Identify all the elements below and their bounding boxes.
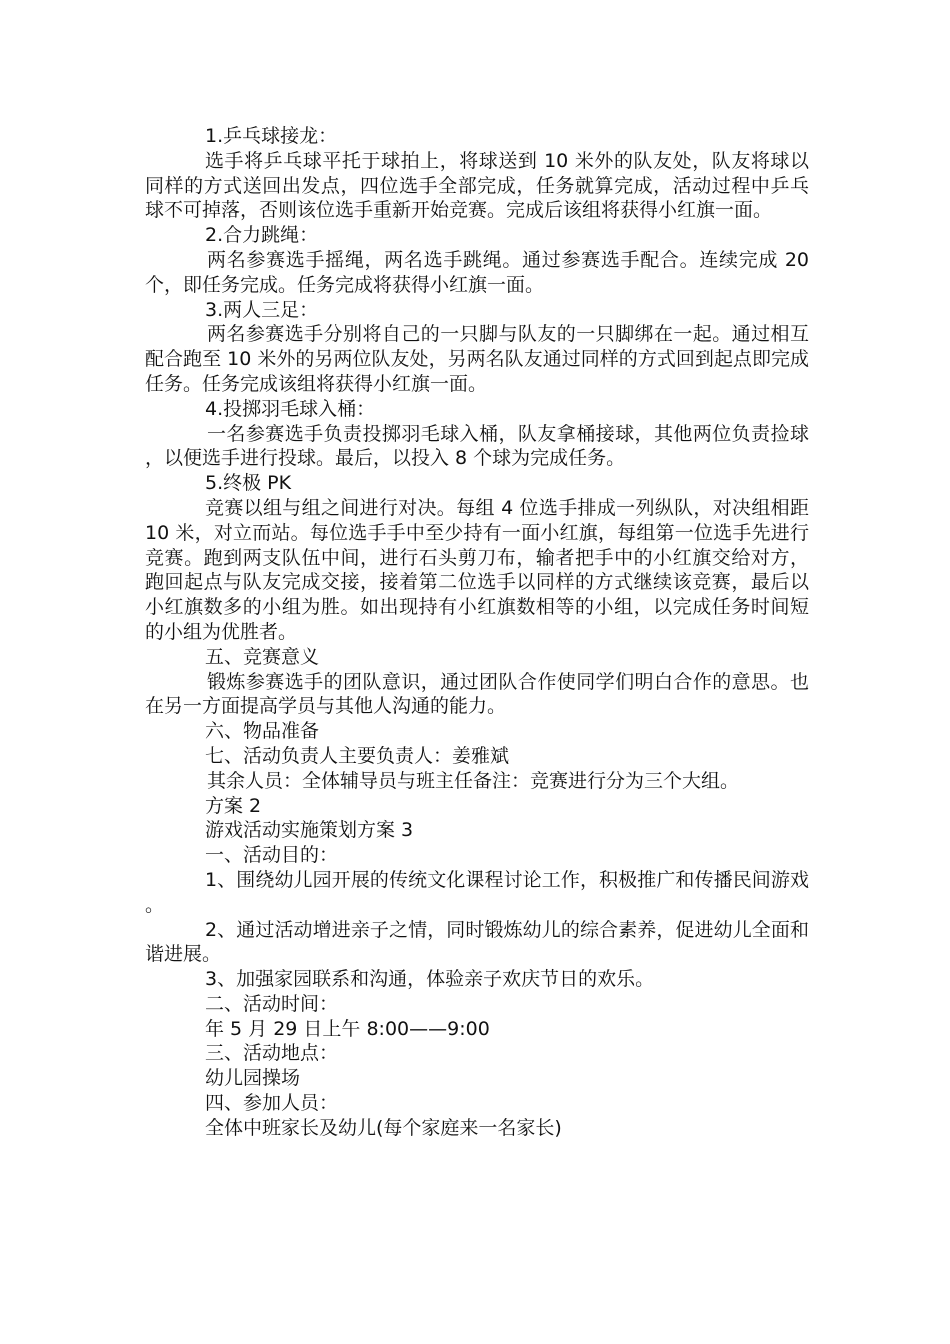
paragraph-activity-location: 幼儿园操场 — [205, 1067, 301, 1090]
paragraph-shuttlecock-rules: 一名参赛选手负责投掷羽毛球入桶，队友拿桶接球，其他两位负责捡球，以便选手进行投球。最后，以投入 8 个球为完成任务。 — [145, 422, 809, 470]
paragraph-activity-time: 年 5 月 29 日上午 8:00——9:00 — [205, 1017, 490, 1040]
heading-jump-rope: 2.合力跳绳： — [205, 224, 319, 247]
heading-activity-purpose: 一、活动目的： — [205, 844, 339, 867]
heading-activity-time: 二、活动时间： — [205, 992, 339, 1015]
paragraph-other-staff: 其余人员：全体辅导员与班主任备注：竞赛进行分为三个大组。 — [207, 769, 740, 792]
heading-plan-2: 方案 2 — [205, 794, 262, 817]
heading-participants: 四、参加人员： — [205, 1092, 339, 1115]
heading-supplies: 六、物品准备 — [205, 720, 320, 743]
paragraph-three-legged-rules: 两名参赛选手分别将自己的一只脚与队友的一只脚绑在一起。通过相互配合跑至 10 米外的另两位队友处，另两名队友通过同样的方式回到起点即完成任务。任务完成该组将获得小红旗一面。 — [145, 323, 809, 395]
paragraph-competition-meaning: 锻炼参赛选手的团队意识，通过团队合作使同学们明白合作的意思。也在另一方面提高学员与其他人沟通的能力。 — [145, 670, 809, 718]
heading-three-legged: 3.两人三足： — [205, 298, 319, 321]
heading-pingpong-relay: 1.乒乓球接龙： — [205, 125, 338, 147]
heading-plan-3-title: 游戏活动实施策划方案 3 — [205, 819, 414, 842]
heading-activity-location: 三、活动地点： — [205, 1042, 339, 1065]
paragraph-participants: 全体中班家长及幼儿(每个家庭来一名家长) — [205, 1116, 562, 1139]
paragraph-purpose-3: 3、加强家园联系和沟通，体验亲子欢庆节日的欢乐。 — [205, 968, 655, 991]
paragraph-purpose-1: 1、围绕幼儿园开展的传统文化课程讨论工作，积极推广和传播民间游戏。 — [145, 868, 809, 916]
paragraph-purpose-2: 2、通过活动增进亲子之情，同时锻炼幼儿的综合素养，促进幼儿全面和谐进展。 — [145, 918, 809, 966]
heading-person-in-charge: 七、活动负责人主要负责人：姜雅斌 — [205, 744, 510, 767]
paragraph-pingpong-rules: 选手将乒乓球平托于球拍上，将球送到 10 米外的队友处，队友将球以同样的方式送回出发点，四位选手全部完成，任务就算完成，活动过程中乒乓球不可掉落，否则该位选手重新开始竞赛。完成后该组将获得小红旗一面。 — [145, 149, 809, 222]
heading-competition-meaning: 五、竞赛意义 — [205, 645, 320, 668]
paragraph-jump-rope-rules: 两名参赛选手摇绳，两名选手跳绳。通过参赛选手配合。连续完成 20 个，即任务完成。任务完成将获得小红旗一面。 — [145, 248, 809, 296]
heading-shuttlecock-bucket: 4.投掷羽毛球入桶： — [205, 397, 376, 420]
document-body — [145, 124, 809, 1141]
paragraph-final-pk-rules: 竞赛以组与组之间进行对决。每组 4 位选手排成一列纵队，对决组相距 10 米，对立而站。每位选手手中至少持有一面小红旗，每组第一位选手先进行竞赛。跑到两支队伍中间，进行石头剪刀布，输者把手中的小红旗交给对方，跑回起点与队友完成交接，接着第二位选手以同样的方式继续该竞赛，最后以小红旗数多的小组为胜。如出现持有小红旗数相等的小组，以完成任务时间短的小组为优胜者。 — [145, 496, 809, 643]
heading-final-pk: 5.终极 PK — [205, 472, 292, 495]
